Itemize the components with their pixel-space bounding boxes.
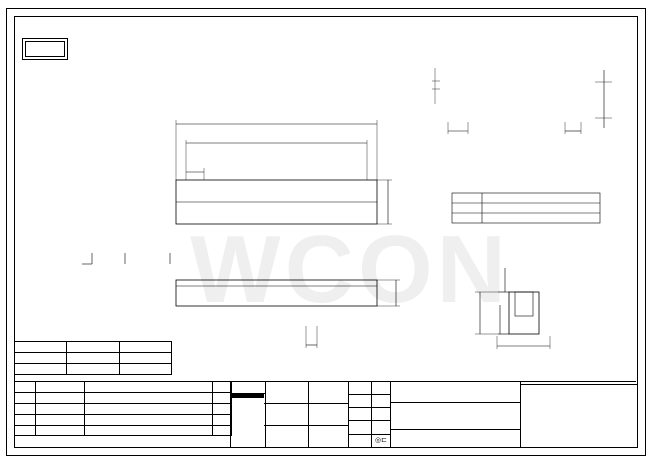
rev-cell — [15, 404, 36, 415]
size-row — [348, 408, 390, 421]
date-cell — [308, 382, 348, 404]
title-cell — [390, 403, 520, 430]
mating-cell — [119, 353, 171, 364]
rev-desc-cell — [85, 415, 213, 426]
part-info — [390, 382, 520, 447]
rev-header — [15, 426, 36, 436]
revision-table — [14, 381, 232, 436]
company-block — [520, 382, 637, 447]
signoff-column — [264, 382, 309, 447]
mating-header — [119, 342, 171, 353]
rev-date-cell — [36, 415, 85, 426]
scale-row — [348, 382, 390, 395]
title-block — [230, 381, 636, 447]
check-label — [264, 404, 308, 426]
operation-label — [231, 382, 265, 394]
rev-header — [85, 426, 213, 436]
mating-header — [15, 342, 67, 353]
rev-date-cell — [36, 404, 85, 415]
rev-header — [36, 426, 85, 436]
drawing-info-column — [348, 382, 391, 447]
date-column — [308, 382, 349, 447]
size-label — [348, 408, 372, 420]
sheet-row — [348, 421, 390, 435]
date-label — [308, 404, 348, 426]
mating-header — [67, 342, 119, 353]
projection-icon: ◎⊏ — [375, 437, 387, 444]
size-value — [372, 408, 375, 420]
company-url — [521, 384, 637, 385]
tolerance-rows — [230, 394, 264, 398]
tolerance-row — [230, 397, 264, 398]
mating-cell — [67, 353, 119, 364]
mating-cell — [67, 364, 119, 375]
rev-desc-cell — [85, 404, 213, 415]
scale-value — [372, 382, 375, 394]
unit-label — [348, 395, 372, 407]
scale-label — [348, 382, 372, 394]
draw-cell — [264, 382, 308, 404]
rev-cell — [15, 415, 36, 426]
wcon-watermark: WCON — [190, 216, 510, 323]
mating-cell — [15, 353, 67, 364]
sheet-value — [372, 421, 375, 434]
proj-label — [348, 435, 372, 447]
rev-header — [213, 426, 232, 436]
proj-row — [348, 435, 390, 447]
sheet-label — [348, 421, 372, 434]
mating-table — [14, 341, 172, 375]
mating-cell — [15, 364, 67, 375]
unit-row — [348, 395, 390, 408]
mating-cell — [119, 364, 171, 375]
tolerance-column — [230, 382, 266, 447]
part-no-cell — [390, 382, 520, 403]
unit-value — [372, 395, 375, 407]
